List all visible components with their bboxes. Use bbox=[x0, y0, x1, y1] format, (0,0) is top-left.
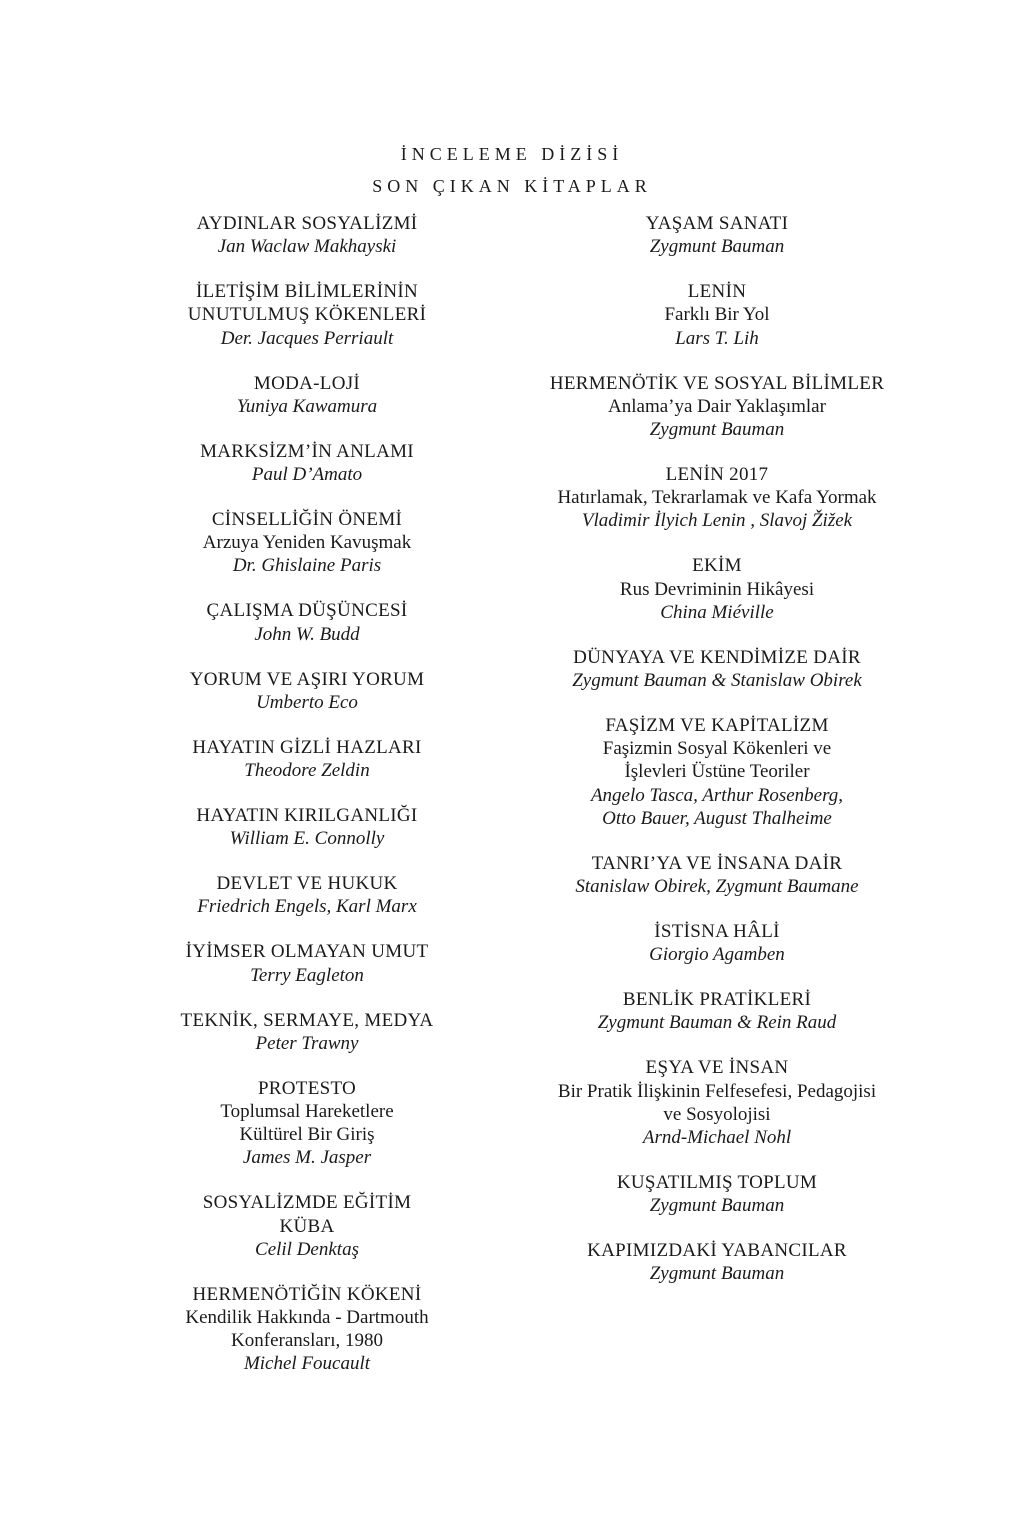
book-subtitle: Kendilik Hakkında - Dartmouth bbox=[185, 1307, 429, 1329]
book-author: John W. Budd bbox=[254, 623, 360, 645]
book-entry bbox=[127, 668, 487, 714]
book-entry bbox=[537, 852, 897, 898]
book-title: LENİN 2017 bbox=[665, 464, 769, 486]
book-entry bbox=[537, 212, 897, 258]
book-author: James M. Jasper bbox=[242, 1147, 372, 1169]
book-author: Friedrich Engels, Karl Marx bbox=[197, 896, 417, 918]
book-entry bbox=[127, 372, 487, 418]
book-entry bbox=[537, 920, 897, 966]
book-entry bbox=[127, 280, 487, 350]
book-subtitle: İşlevleri Üstüne Teoriler bbox=[624, 761, 810, 783]
book-author: Zygmunt Bauman bbox=[649, 236, 785, 258]
book-subtitle: Rus Devriminin Hikâyesi bbox=[619, 578, 815, 600]
book-author: Celil Denktaş bbox=[255, 1238, 359, 1260]
book-title: İYİMSER OLMAYAN UMUT bbox=[185, 941, 429, 963]
book-entry bbox=[127, 599, 487, 645]
book-title: HAYATIN GİZLİ HAZLARI bbox=[192, 736, 422, 758]
book-author: Theodore Zeldin bbox=[244, 760, 370, 782]
book-entry bbox=[537, 372, 897, 442]
book-subtitle: Farklı Bir Yol bbox=[664, 304, 770, 326]
book-title: TANRI’YA VE İNSANA DAİR bbox=[591, 852, 843, 874]
book-entry bbox=[127, 804, 487, 850]
book-author: Arnd-Michael Nohl bbox=[642, 1127, 792, 1149]
book-subtitle: Anlama’ya Dair Yaklaşımlar bbox=[608, 395, 826, 417]
book-author: Stanislaw Obirek, Zygmunt Baumane bbox=[575, 876, 859, 898]
book-entry bbox=[127, 508, 487, 578]
book-subtitle: Faşizmin Sosyal Kökenleri ve bbox=[602, 738, 832, 760]
book-title: KÜBA bbox=[279, 1215, 335, 1237]
book-entry bbox=[127, 1009, 487, 1055]
book-author: William E. Connolly bbox=[229, 828, 385, 850]
book-title: KUŞATILMIŞ TOPLUM bbox=[616, 1172, 818, 1194]
book-author: Dr. Ghislaine Paris bbox=[232, 555, 382, 577]
book-title: PROTESTO bbox=[257, 1077, 357, 1099]
book-entry bbox=[127, 1077, 487, 1170]
book-subtitle: Bir Pratik İlişkinin Felfesefesi, Pedagojisi bbox=[557, 1080, 877, 1102]
book-subtitle: ve Sosyolojisi bbox=[663, 1103, 771, 1125]
book-title: ÇALIŞMA DÜŞÜNCESİ bbox=[206, 600, 408, 622]
book-entry bbox=[127, 1191, 487, 1261]
book-title: İSTİSNA HÂLİ bbox=[654, 921, 780, 943]
book-author: Paul D’Amato bbox=[251, 464, 363, 486]
book-title: MARKSİZM’İN ANLAMI bbox=[200, 440, 414, 462]
series-header bbox=[0, 138, 1024, 202]
book-author: Zygmunt Bauman & Stanislaw Obirek bbox=[572, 670, 862, 692]
book-entry bbox=[127, 1283, 487, 1376]
book-author: Zygmunt Bauman bbox=[649, 1263, 785, 1285]
book-author: Peter Trawny bbox=[255, 1032, 359, 1054]
book-title: UNUTULMUŞ KÖKENLERİ bbox=[187, 304, 427, 326]
book-entry bbox=[127, 440, 487, 486]
book-subtitle: Arzuya Yeniden Kavuşmak bbox=[202, 532, 412, 554]
book-entry bbox=[537, 280, 897, 350]
book-title: CİNSELLİĞİN ÖNEMİ bbox=[211, 509, 403, 531]
book-entry bbox=[537, 1056, 897, 1149]
book-entry bbox=[537, 1239, 897, 1285]
book-author: Jan Waclaw Makhayski bbox=[217, 236, 397, 258]
book-author: Zygmunt Bauman bbox=[649, 419, 785, 441]
book-author: Vladimir İlyich Lenin , Slavoj Žižek bbox=[581, 510, 853, 532]
book-title: YAŞAM SANATI bbox=[645, 213, 789, 234]
book-entry bbox=[537, 1171, 897, 1217]
book-author: Zygmunt Bauman & Rein Raud bbox=[597, 1012, 837, 1034]
book-subtitle: Toplumsal Hareketlere bbox=[220, 1101, 394, 1123]
series-title: İNCELEME DİZİSİ bbox=[400, 144, 624, 164]
book-title: MODA-LOJİ bbox=[253, 372, 361, 394]
book-author: Yuniya Kawamura bbox=[236, 395, 378, 417]
book-title: LENİN bbox=[687, 281, 747, 303]
book-author: Der. Jacques Perriault bbox=[220, 327, 394, 349]
book-title: HERMENÖTİĞİN KÖKENİ bbox=[192, 1283, 422, 1305]
book-author: Lars T. Lih bbox=[675, 327, 759, 349]
series-subtitle: SON ÇIKAN KİTAPLAR bbox=[372, 176, 652, 196]
book-title: EŞYA VE İNSAN bbox=[645, 1057, 789, 1079]
book-entry bbox=[537, 554, 897, 624]
book-entry bbox=[537, 714, 897, 830]
book-title: DÜNYAYA VE KENDİMİZE DAİR bbox=[573, 646, 861, 668]
book-title: AYDINLAR SOSYALİZMİ bbox=[196, 213, 418, 234]
book-title: EKİM bbox=[692, 555, 742, 577]
book-author: Michel Foucault bbox=[243, 1353, 371, 1375]
book-title: HAYATIN KIRILGANLIĞI bbox=[196, 805, 418, 827]
right-book-column bbox=[537, 212, 897, 1307]
book-entry bbox=[127, 212, 487, 258]
book-author: Angelo Tasca, Arthur Rosenberg, bbox=[590, 784, 844, 806]
book-author: Zygmunt Bauman bbox=[649, 1195, 785, 1217]
book-entry bbox=[127, 940, 487, 986]
left-book-column bbox=[127, 212, 487, 1397]
book-subtitle: Konferansları, 1980 bbox=[231, 1330, 383, 1352]
book-title: YORUM VE AŞIRI YORUM bbox=[189, 668, 425, 690]
book-entry bbox=[127, 872, 487, 918]
book-title: DEVLET VE HUKUK bbox=[216, 873, 398, 895]
book-entry bbox=[537, 988, 897, 1034]
book-subtitle: Kültürel Bir Giriş bbox=[239, 1124, 375, 1146]
book-title: HERMENÖTİK VE SOSYAL BİLİMLER bbox=[549, 372, 885, 394]
book-title: BENLİK PRATİKLERİ bbox=[622, 989, 812, 1011]
book-entry bbox=[127, 736, 487, 782]
book-author: Umberto Eco bbox=[256, 691, 358, 713]
book-author: Giorgio Agamben bbox=[649, 944, 785, 966]
book-author: Terry Eagleton bbox=[250, 964, 364, 986]
book-title: İLETİŞİM BİLİMLERİNİN bbox=[195, 281, 419, 303]
book-entry bbox=[537, 646, 897, 692]
book-title: KAPIMIZDAKİ YABANCILAR bbox=[587, 1240, 847, 1262]
book-title: FAŞİZM VE KAPİTALİZM bbox=[605, 715, 829, 737]
book-title: TEKNİK, SERMAYE, MEDYA bbox=[180, 1009, 434, 1031]
book-title: SOSYALİZMDE EĞİTİM bbox=[202, 1192, 412, 1214]
book-author: China Miéville bbox=[660, 601, 774, 623]
book-entry bbox=[537, 463, 897, 533]
book-author: Otto Bauer, August Thalheime bbox=[602, 807, 832, 829]
book-subtitle: Hatırlamak, Tekrarlamak ve Kafa Yormak bbox=[557, 487, 877, 509]
